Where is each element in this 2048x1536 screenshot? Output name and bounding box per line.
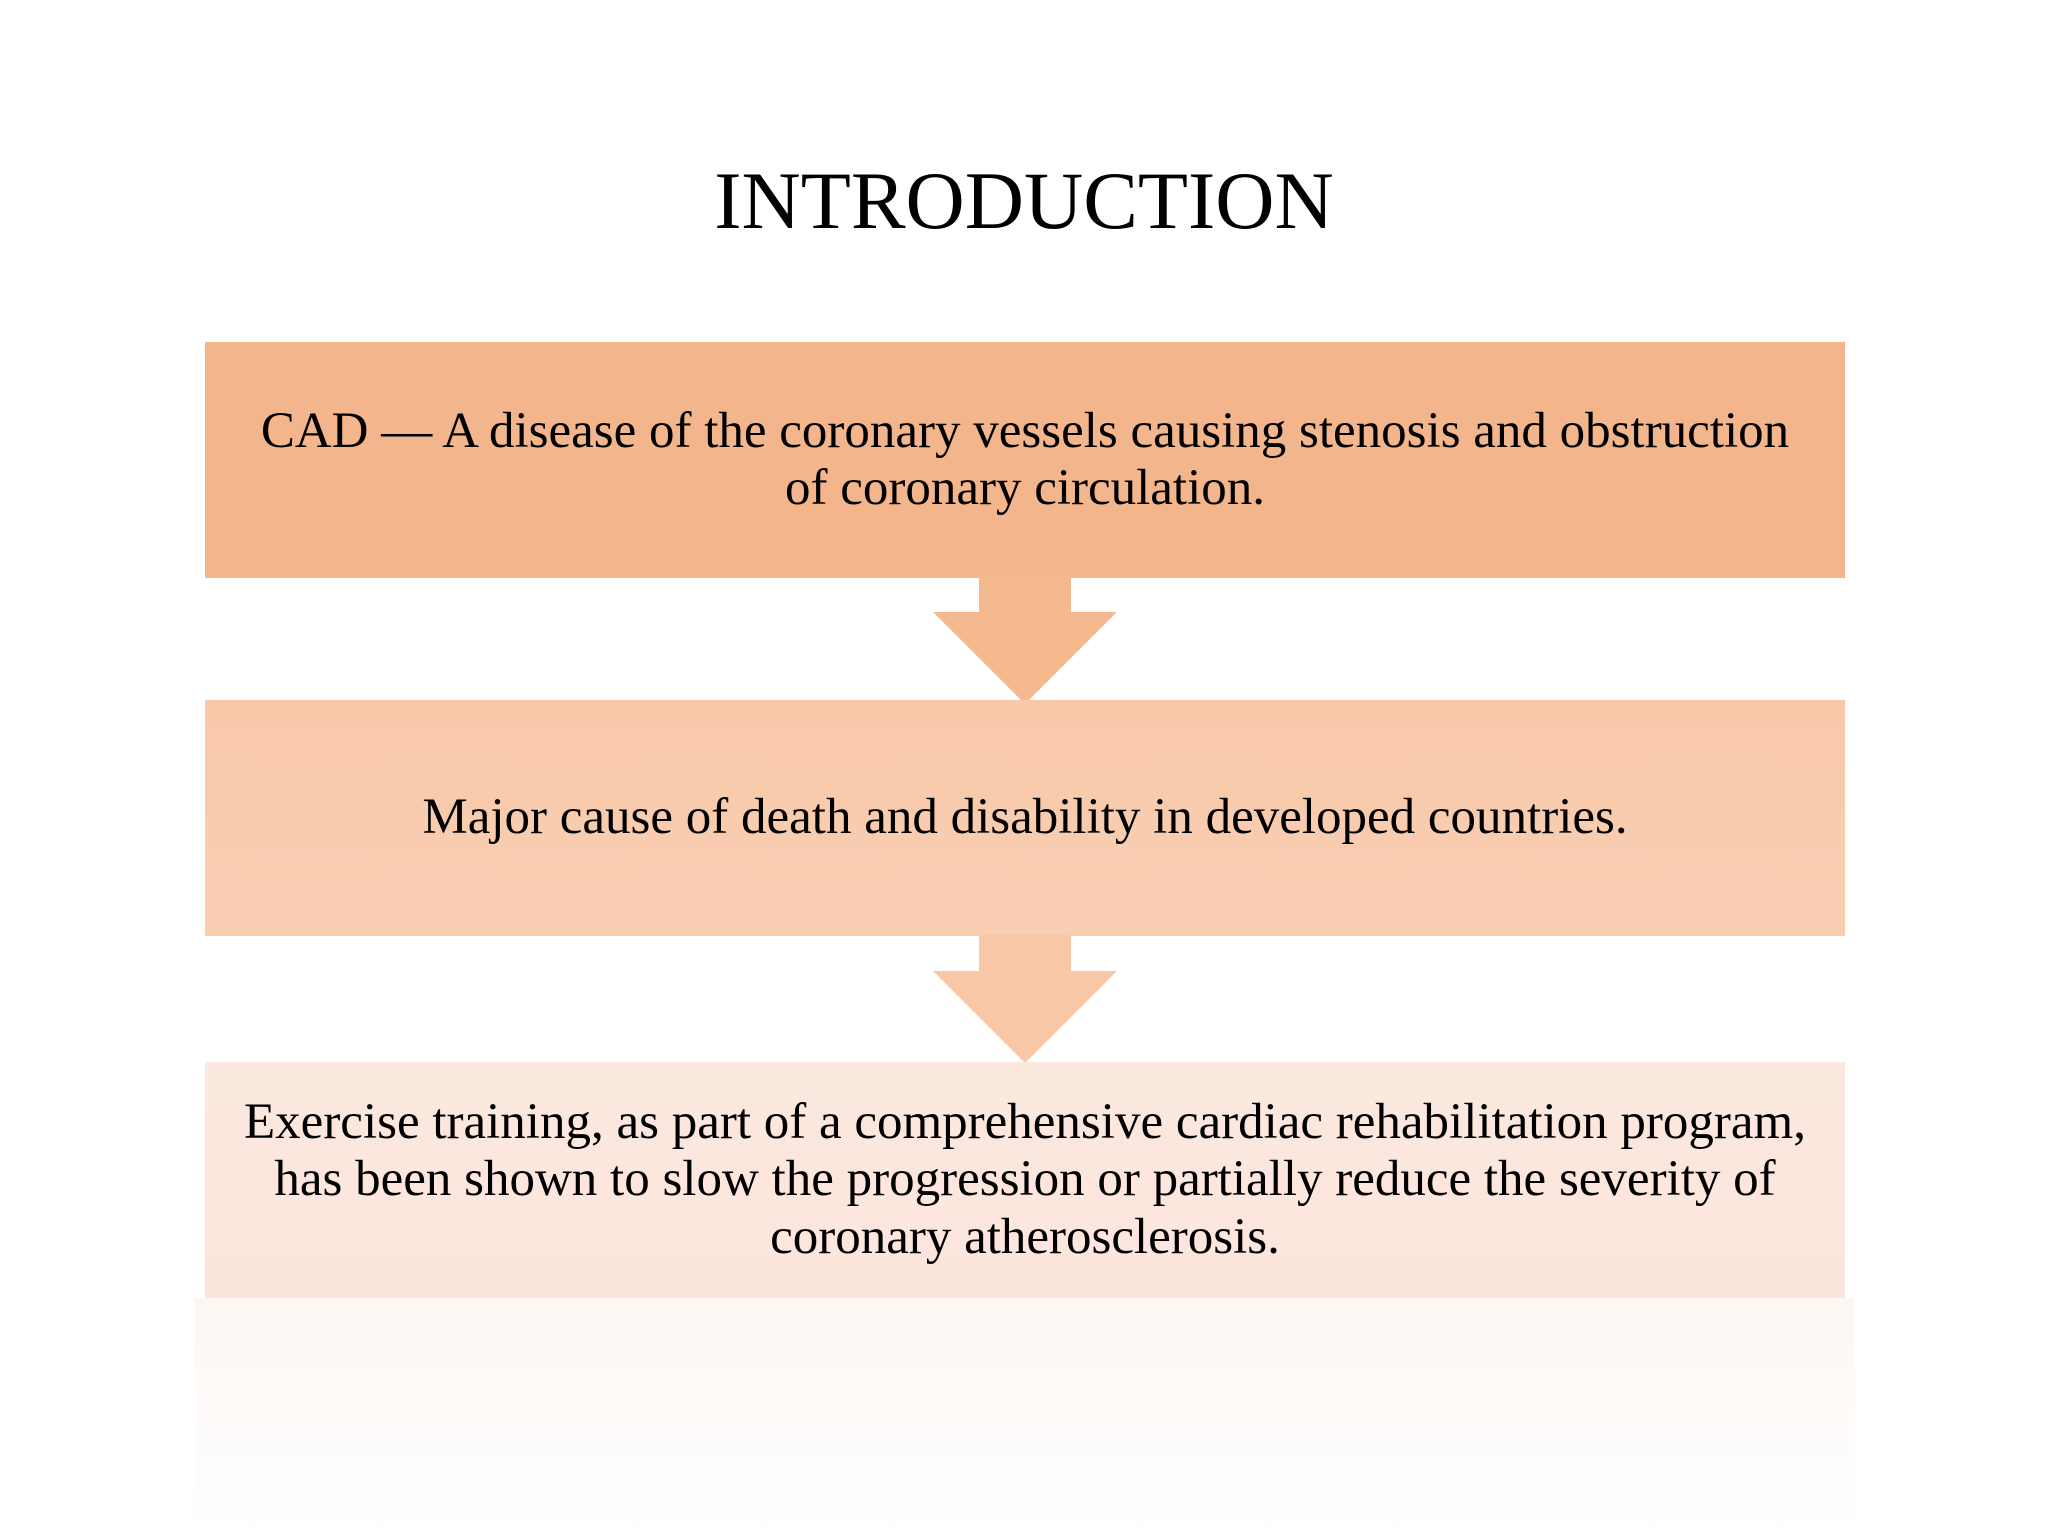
decorative-fade [195,1298,1855,1536]
slide-title: INTRODUCTION [714,155,1334,246]
flow-step-1-text: CAD — A disease of the coronary vessels causing stenosis and obstruction of coronary circulation. [260,402,1790,516]
down-arrow-icon [933,576,1117,704]
flow-step-3 [205,1062,1845,1298]
flow-step-1 [205,342,1845,578]
flow-step-3-text: Exercise training, as part of a comprehensive cardiac rehabilitation program, has been shown to slow the progression or partially reduce the severity of coronary atherosclerosis. [244,1094,1806,1265]
down-arrow-icon [933,935,1117,1063]
flow-step-2 [205,700,1845,936]
flow-step-2-text: Major cause of death and disability in developed countries. [422,789,1628,846]
